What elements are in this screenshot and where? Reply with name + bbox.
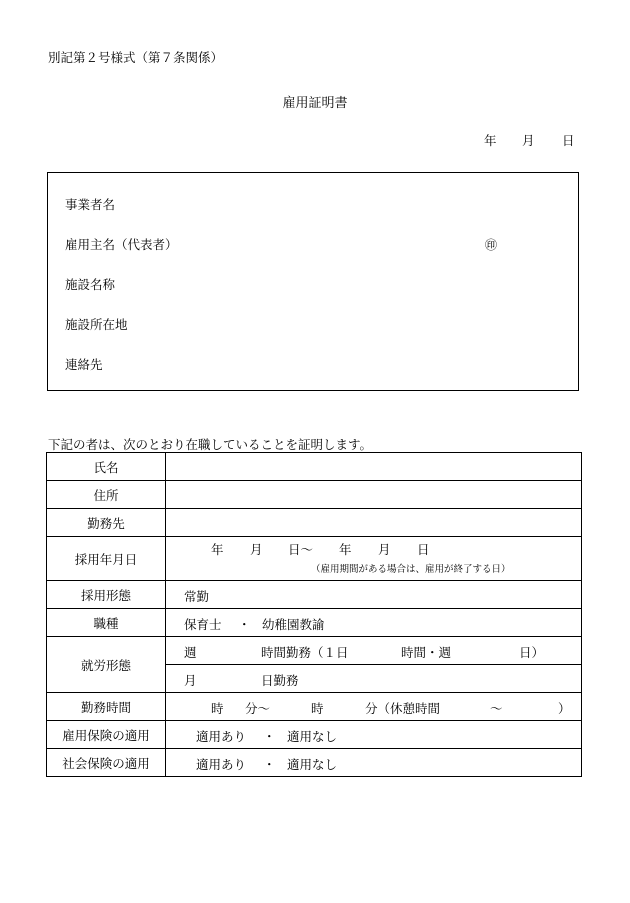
table-row bbox=[47, 581, 582, 609]
employer-info-box bbox=[47, 172, 579, 391]
social-insurance-no[interactable]: 適用なし bbox=[287, 757, 338, 772]
work-style-label: 就労形態 bbox=[47, 637, 166, 693]
table-row bbox=[47, 749, 582, 777]
social-insurance-yes[interactable]: 適用あり bbox=[196, 757, 247, 772]
employment-insurance-field[interactable]: 適用あり ・ 適用なし bbox=[166, 721, 582, 749]
table-row bbox=[47, 637, 582, 665]
document-title: 雇用証明書 bbox=[282, 96, 348, 111]
hire-date-note: （雇用期間がある場合は、雇用が終了する日） bbox=[311, 564, 511, 575]
hire-date-label: 採用年月日 bbox=[47, 537, 166, 581]
employment-insurance-label: 雇用保険の適用 bbox=[47, 721, 166, 749]
table-row bbox=[47, 537, 582, 581]
name-field[interactable] bbox=[166, 453, 582, 481]
job-option-childcare[interactable]: 保育士 bbox=[184, 617, 222, 632]
workplace-label: 勤務先 bbox=[47, 509, 166, 537]
work-hours-field[interactable]: 時 分〜 時 分（休憩時間 〜 ） bbox=[166, 693, 582, 721]
facility-address-label: 施設所在地 bbox=[65, 317, 128, 332]
employment-type-label: 採用形態 bbox=[47, 581, 166, 609]
business-name-label: 事業者名 bbox=[65, 197, 116, 212]
address-label: 住所 bbox=[47, 481, 166, 509]
work-style-monthly-field[interactable]: 月 日勤務 bbox=[166, 665, 582, 693]
job-option-kindergarten[interactable]: 幼稚園教諭 bbox=[262, 617, 325, 632]
table-row bbox=[47, 481, 582, 509]
hire-date-field[interactable]: 年 月 日〜 年 月 日 （雇用期間がある場合は、雇用が終了する日） bbox=[166, 537, 582, 581]
certificate-table bbox=[46, 452, 582, 777]
table-row bbox=[47, 609, 582, 637]
workplace-field[interactable] bbox=[166, 509, 582, 537]
employment-insurance-no[interactable]: 適用なし bbox=[287, 729, 338, 744]
social-insurance-field[interactable]: 適用あり ・ 適用なし bbox=[166, 749, 582, 777]
employment-type-field[interactable] bbox=[166, 581, 582, 609]
social-insurance-label: 社会保険の適用 bbox=[47, 749, 166, 777]
table-row bbox=[47, 453, 582, 481]
table-row bbox=[47, 693, 582, 721]
name-label: 氏名 bbox=[47, 453, 166, 481]
employer-name-label: 雇用主名（代表者） bbox=[65, 237, 178, 252]
work-style-weekly-field[interactable]: 週 時間勤務（１日 時間・週 日） bbox=[166, 637, 582, 665]
table-row bbox=[47, 721, 582, 749]
form-number-label: 別記第２号様式（第７条関係） bbox=[48, 50, 224, 65]
table-row bbox=[47, 509, 582, 537]
certification-statement: 下記の者は、次のとおり在職していることを証明します。 bbox=[48, 437, 373, 452]
facility-name-label: 施設名称 bbox=[65, 277, 116, 292]
job-type-label: 職種 bbox=[47, 609, 166, 637]
date-month-label: 月 bbox=[522, 133, 535, 148]
date-year-label: 年 bbox=[484, 133, 497, 148]
address-field[interactable] bbox=[166, 481, 582, 509]
seal-mark-icon: ㊞ bbox=[485, 238, 498, 252]
contact-label: 連絡先 bbox=[65, 357, 103, 372]
work-hours-label: 勤務時間 bbox=[47, 693, 166, 721]
employment-type-value: 常勤 bbox=[184, 589, 210, 604]
employment-insurance-yes[interactable]: 適用あり bbox=[196, 729, 247, 744]
date-day-label: 日 bbox=[562, 133, 575, 148]
job-type-field[interactable]: 保育士 ・ 幼稚園教諭 bbox=[166, 609, 582, 637]
